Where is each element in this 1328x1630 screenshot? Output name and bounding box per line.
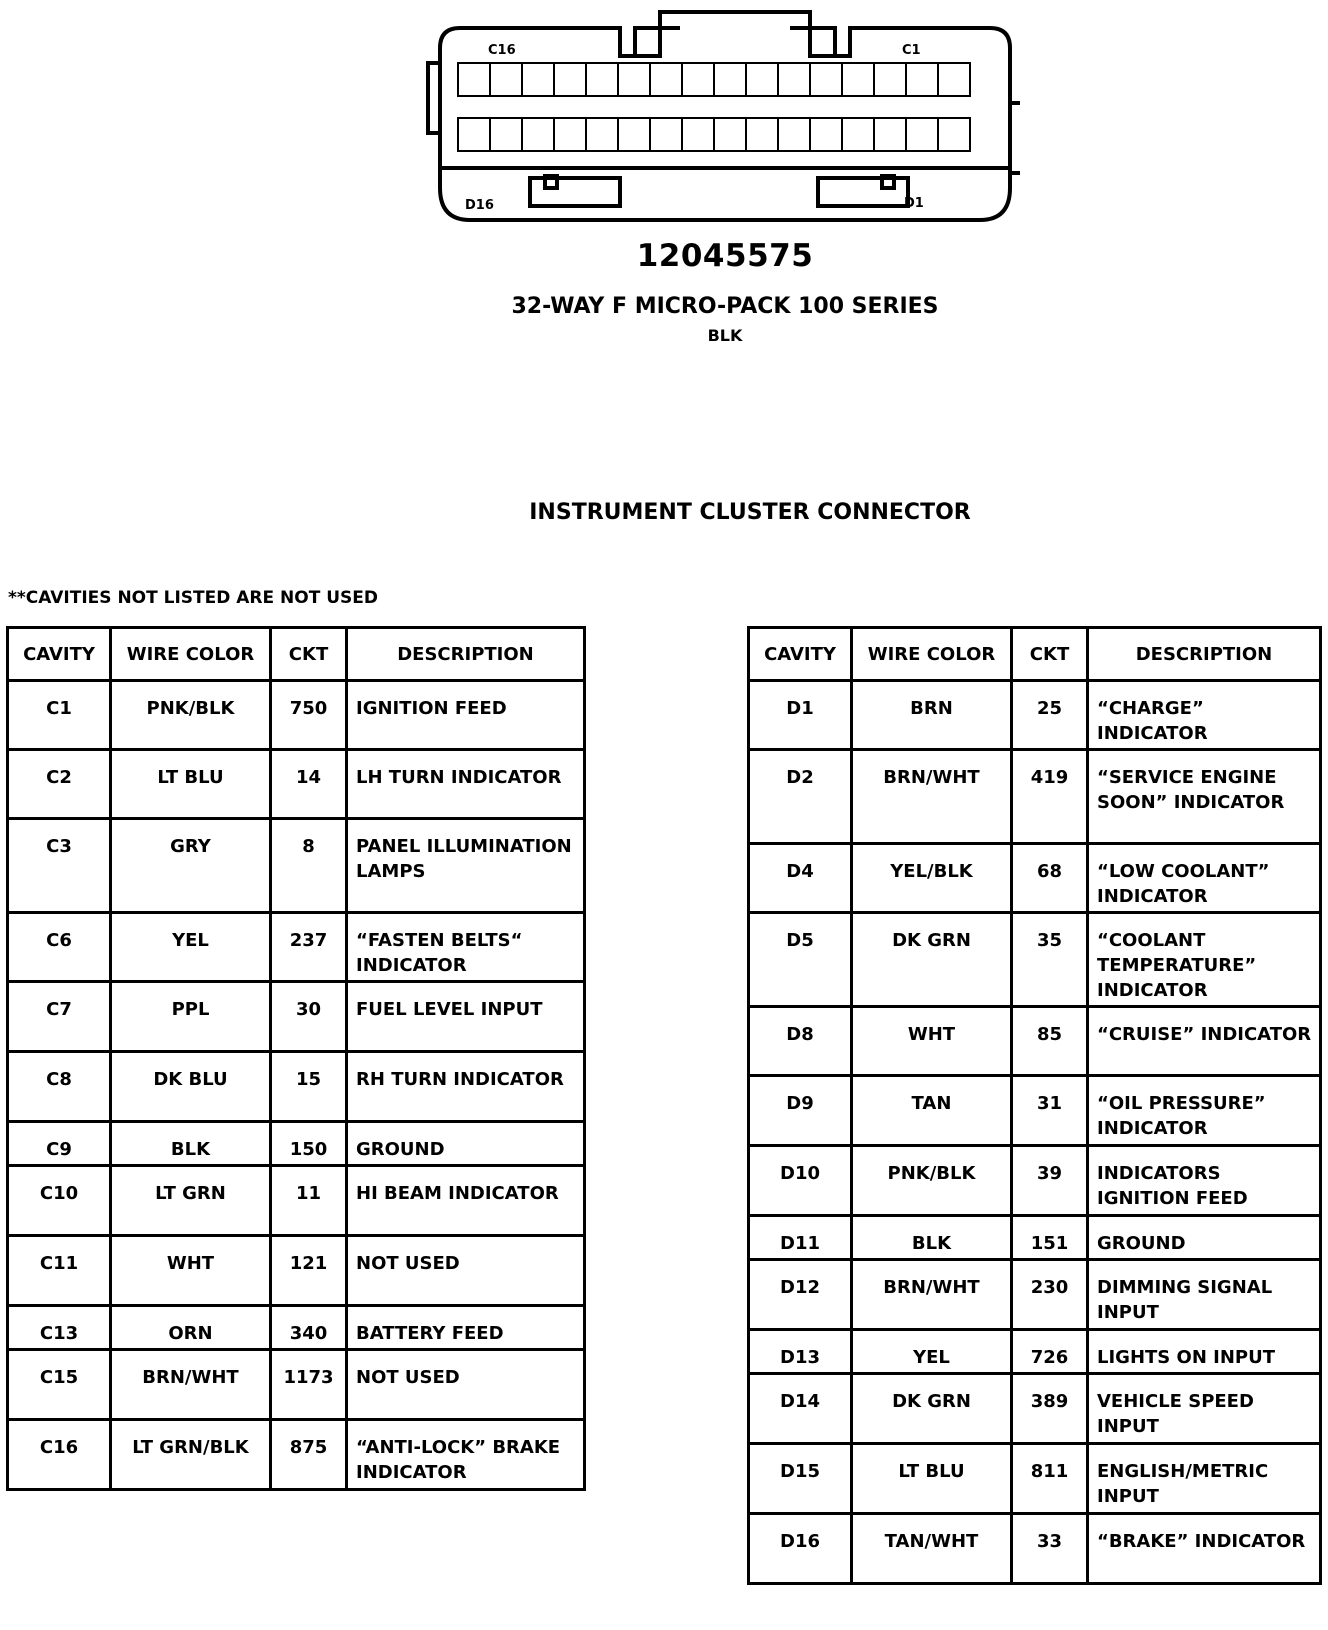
wire-color-cell: BRN/WHT bbox=[852, 750, 1012, 844]
description-cell: “CRUISE” INDICATOR bbox=[1088, 1007, 1321, 1076]
cavity-cell: D5 bbox=[749, 913, 852, 1007]
header-description: DESCRIPTION bbox=[1088, 628, 1321, 681]
wire-color-cell: LT GRN bbox=[111, 1166, 271, 1236]
cavity-cell bbox=[906, 118, 938, 151]
wire-color-cell: GRY bbox=[111, 819, 271, 913]
header-cavity: CAVITY bbox=[749, 628, 852, 681]
cavity-cell bbox=[842, 118, 874, 151]
description-cell: “BRAKE” INDICATOR bbox=[1088, 1514, 1321, 1584]
wire-color-cell: BRN/WHT bbox=[852, 1260, 1012, 1330]
cavity-cell: D4 bbox=[749, 844, 852, 913]
label-c16: C16 bbox=[488, 43, 516, 58]
ckt-cell: 25 bbox=[1012, 681, 1088, 750]
ckt-cell: 31 bbox=[1012, 1076, 1088, 1146]
label-d1: D1 bbox=[904, 196, 924, 211]
ckt-cell: 150 bbox=[271, 1122, 347, 1166]
ckt-cell: 11 bbox=[271, 1166, 347, 1236]
description-cell: RH TURN INDICATOR bbox=[347, 1052, 585, 1122]
table-row bbox=[8, 1236, 585, 1306]
table-row bbox=[8, 681, 585, 750]
cavity-cell bbox=[586, 63, 618, 96]
cavity-cell: C13 bbox=[8, 1306, 111, 1350]
ckt-cell: 8 bbox=[271, 819, 347, 913]
ckt-cell: 121 bbox=[271, 1236, 347, 1306]
page-title: INSTRUMENT CLUSTER CONNECTOR bbox=[529, 500, 971, 525]
cavity-cell: C15 bbox=[8, 1350, 111, 1420]
table-row bbox=[749, 1374, 1321, 1444]
cavity-cell: C10 bbox=[8, 1166, 111, 1236]
description-cell: PANEL ILLUMINATION LAMPS bbox=[347, 819, 585, 913]
wire-color-cell: DK BLU bbox=[111, 1052, 271, 1122]
table-row bbox=[749, 1076, 1321, 1146]
cavity-cell bbox=[778, 118, 810, 151]
cavity-cell bbox=[458, 63, 490, 96]
cavity-cell: C6 bbox=[8, 913, 111, 982]
description-cell: NOT USED bbox=[347, 1236, 585, 1306]
wire-color-cell: BLK bbox=[852, 1216, 1012, 1260]
table-header-row bbox=[8, 628, 585, 681]
wire-color-cell: PPL bbox=[111, 982, 271, 1052]
ckt-cell: 419 bbox=[1012, 750, 1088, 844]
table-row bbox=[749, 913, 1321, 1007]
table-row bbox=[8, 1052, 585, 1122]
description-cell: BATTERY FEED bbox=[347, 1306, 585, 1350]
table-row bbox=[8, 750, 585, 819]
wire-color-cell: PNK/BLK bbox=[111, 681, 271, 750]
cavity-cell bbox=[554, 63, 586, 96]
table-row bbox=[8, 819, 585, 913]
cavity-cell: D12 bbox=[749, 1260, 852, 1330]
table-d-cavities bbox=[747, 626, 1322, 1585]
header-wire-color: WIRE COLOR bbox=[852, 628, 1012, 681]
cavity-cell bbox=[842, 63, 874, 96]
description-cell: GROUND bbox=[1088, 1216, 1321, 1260]
wire-color-cell: BRN/WHT bbox=[111, 1350, 271, 1420]
cavity-cell bbox=[714, 63, 746, 96]
ckt-cell: 33 bbox=[1012, 1514, 1088, 1584]
table-row bbox=[749, 1514, 1321, 1584]
cavity-cell bbox=[650, 118, 682, 151]
wire-color-cell: BRN bbox=[852, 681, 1012, 750]
description-cell: “CHARGE” INDICATOR bbox=[1088, 681, 1321, 750]
wire-color-cell: PNK/BLK bbox=[852, 1146, 1012, 1216]
description-cell: GROUND bbox=[347, 1122, 585, 1166]
cavity-cell bbox=[650, 63, 682, 96]
ckt-cell: 340 bbox=[271, 1306, 347, 1350]
cavity-cell bbox=[874, 63, 906, 96]
cavity-cell bbox=[938, 63, 970, 96]
cavity-cell: C16 bbox=[8, 1420, 111, 1490]
table-row bbox=[8, 1420, 585, 1490]
wire-color-cell: YEL/BLK bbox=[852, 844, 1012, 913]
ckt-cell: 389 bbox=[1012, 1374, 1088, 1444]
wire-color-cell: YEL bbox=[111, 913, 271, 982]
description-cell: “ANTI-LOCK” BRAKE INDICATOR bbox=[347, 1420, 585, 1490]
cavity-cell bbox=[906, 63, 938, 96]
description-cell: FUEL LEVEL INPUT bbox=[347, 982, 585, 1052]
header-cavity: CAVITY bbox=[8, 628, 111, 681]
description-cell: ENGLISH/METRIC INPUT bbox=[1088, 1444, 1321, 1514]
description-cell: “FASTEN BELTS“ INDICATOR bbox=[347, 913, 585, 982]
label-d16: D16 bbox=[465, 198, 494, 213]
ckt-cell: 750 bbox=[271, 681, 347, 750]
table-row bbox=[8, 982, 585, 1052]
wire-color-cell: WHT bbox=[852, 1007, 1012, 1076]
wire-color-cell: LT BLU bbox=[852, 1444, 1012, 1514]
header-ckt: CKT bbox=[1012, 628, 1088, 681]
cavity-cell: D11 bbox=[749, 1216, 852, 1260]
connector-color: BLK bbox=[707, 326, 743, 345]
header-description: DESCRIPTION bbox=[347, 628, 585, 681]
ckt-cell: 14 bbox=[271, 750, 347, 819]
cavity-cell: D2 bbox=[749, 750, 852, 844]
ckt-cell: 68 bbox=[1012, 844, 1088, 913]
cavity-cell bbox=[938, 118, 970, 151]
ckt-cell: 237 bbox=[271, 913, 347, 982]
cavity-cell: C8 bbox=[8, 1052, 111, 1122]
label-c1: C1 bbox=[902, 43, 921, 58]
cavity-cell bbox=[810, 63, 842, 96]
cavity-cell: D9 bbox=[749, 1076, 852, 1146]
cavity-cell bbox=[682, 118, 714, 151]
ckt-cell: 15 bbox=[271, 1052, 347, 1122]
cavity-cell: D16 bbox=[749, 1514, 852, 1584]
table-row bbox=[749, 1330, 1321, 1374]
table-row bbox=[8, 913, 585, 982]
table-row bbox=[8, 1122, 585, 1166]
cavity-cell bbox=[874, 118, 906, 151]
description-cell: “COOLANT TEMPERATURE” INDICATOR bbox=[1088, 913, 1321, 1007]
cavity-cell bbox=[746, 63, 778, 96]
cavity-note: **CAVITIES NOT LISTED ARE NOT USED bbox=[8, 588, 379, 608]
wire-color-cell: YEL bbox=[852, 1330, 1012, 1374]
cavity-cell: C7 bbox=[8, 982, 111, 1052]
wire-color-cell: ORN bbox=[111, 1306, 271, 1350]
table-row bbox=[749, 1007, 1321, 1076]
cavity-cell bbox=[682, 63, 714, 96]
cavity-cell: C2 bbox=[8, 750, 111, 819]
table-row bbox=[749, 1444, 1321, 1514]
wire-color-cell: TAN bbox=[852, 1076, 1012, 1146]
cavity-cell: C1 bbox=[8, 681, 111, 750]
description-cell: DIMMING SIGNAL INPUT bbox=[1088, 1260, 1321, 1330]
description-cell: LH TURN INDICATOR bbox=[347, 750, 585, 819]
wire-color-cell: DK GRN bbox=[852, 913, 1012, 1007]
table-row bbox=[8, 1166, 585, 1236]
description-cell: “OIL PRESSURE” INDICATOR bbox=[1088, 1076, 1321, 1146]
ckt-cell: 85 bbox=[1012, 1007, 1088, 1076]
cavity-cell: D14 bbox=[749, 1374, 852, 1444]
description-cell: VEHICLE SPEED INPUT bbox=[1088, 1374, 1321, 1444]
header-ckt: CKT bbox=[271, 628, 347, 681]
cavity-cell bbox=[618, 118, 650, 151]
table-row bbox=[749, 750, 1321, 844]
description-cell: INDICATORS IGNITION FEED bbox=[1088, 1146, 1321, 1216]
ckt-cell: 39 bbox=[1012, 1146, 1088, 1216]
table-row bbox=[749, 1146, 1321, 1216]
table-row bbox=[749, 844, 1321, 913]
cavity-cell bbox=[554, 118, 586, 151]
wire-color-cell: LT GRN/BLK bbox=[111, 1420, 271, 1490]
part-number: 12045575 bbox=[636, 238, 814, 274]
connector-series: 32-WAY F MICRO-PACK 100 SERIES bbox=[511, 294, 939, 319]
description-cell: IGNITION FEED bbox=[347, 681, 585, 750]
cavity-cell: D15 bbox=[749, 1444, 852, 1514]
cavity-cell bbox=[522, 118, 554, 151]
header-wire-color: WIRE COLOR bbox=[111, 628, 271, 681]
description-cell: “SERVICE ENGINE SOON” INDICATOR bbox=[1088, 750, 1321, 844]
cavity-cell bbox=[618, 63, 650, 96]
wire-color-cell: WHT bbox=[111, 1236, 271, 1306]
cavity-cell bbox=[586, 118, 618, 151]
cavity-cell: D8 bbox=[749, 1007, 852, 1076]
ckt-cell: 230 bbox=[1012, 1260, 1088, 1330]
cavity-cell bbox=[778, 63, 810, 96]
table-c-cavities bbox=[6, 626, 586, 1491]
cavity-cell bbox=[458, 118, 490, 151]
cavity-cell bbox=[810, 118, 842, 151]
cavity-cell bbox=[490, 63, 522, 96]
cavity-cell bbox=[714, 118, 746, 151]
cavity-cell: C3 bbox=[8, 819, 111, 913]
description-cell: HI BEAM INDICATOR bbox=[347, 1166, 585, 1236]
description-cell: LIGHTS ON INPUT bbox=[1088, 1330, 1321, 1374]
ckt-cell: 30 bbox=[271, 982, 347, 1052]
table-row bbox=[749, 1260, 1321, 1330]
cavity-cell bbox=[522, 63, 554, 96]
cavity-cell: C11 bbox=[8, 1236, 111, 1306]
wire-color-cell: DK GRN bbox=[852, 1374, 1012, 1444]
wire-color-cell: TAN/WHT bbox=[852, 1514, 1012, 1584]
wire-color-cell: BLK bbox=[111, 1122, 271, 1166]
cavity-cell: D13 bbox=[749, 1330, 852, 1374]
ckt-cell: 726 bbox=[1012, 1330, 1088, 1374]
ckt-cell: 811 bbox=[1012, 1444, 1088, 1514]
cavity-cell bbox=[490, 118, 522, 151]
cavity-cell: D1 bbox=[749, 681, 852, 750]
ckt-cell: 1173 bbox=[271, 1350, 347, 1420]
ckt-cell: 151 bbox=[1012, 1216, 1088, 1260]
table-row bbox=[749, 1216, 1321, 1260]
connector-diagram bbox=[420, 8, 1020, 228]
cavity-cell: D10 bbox=[749, 1146, 852, 1216]
table-header-row bbox=[749, 628, 1321, 681]
cavity-cell: C9 bbox=[8, 1122, 111, 1166]
ckt-cell: 35 bbox=[1012, 913, 1088, 1007]
cavity-cell bbox=[746, 118, 778, 151]
description-cell: “LOW COOLANT” INDICATOR bbox=[1088, 844, 1321, 913]
table-row bbox=[749, 681, 1321, 750]
wire-color-cell: LT BLU bbox=[111, 750, 271, 819]
table-row bbox=[8, 1350, 585, 1420]
ckt-cell: 875 bbox=[271, 1420, 347, 1490]
description-cell: NOT USED bbox=[347, 1350, 585, 1420]
table-row bbox=[8, 1306, 585, 1350]
